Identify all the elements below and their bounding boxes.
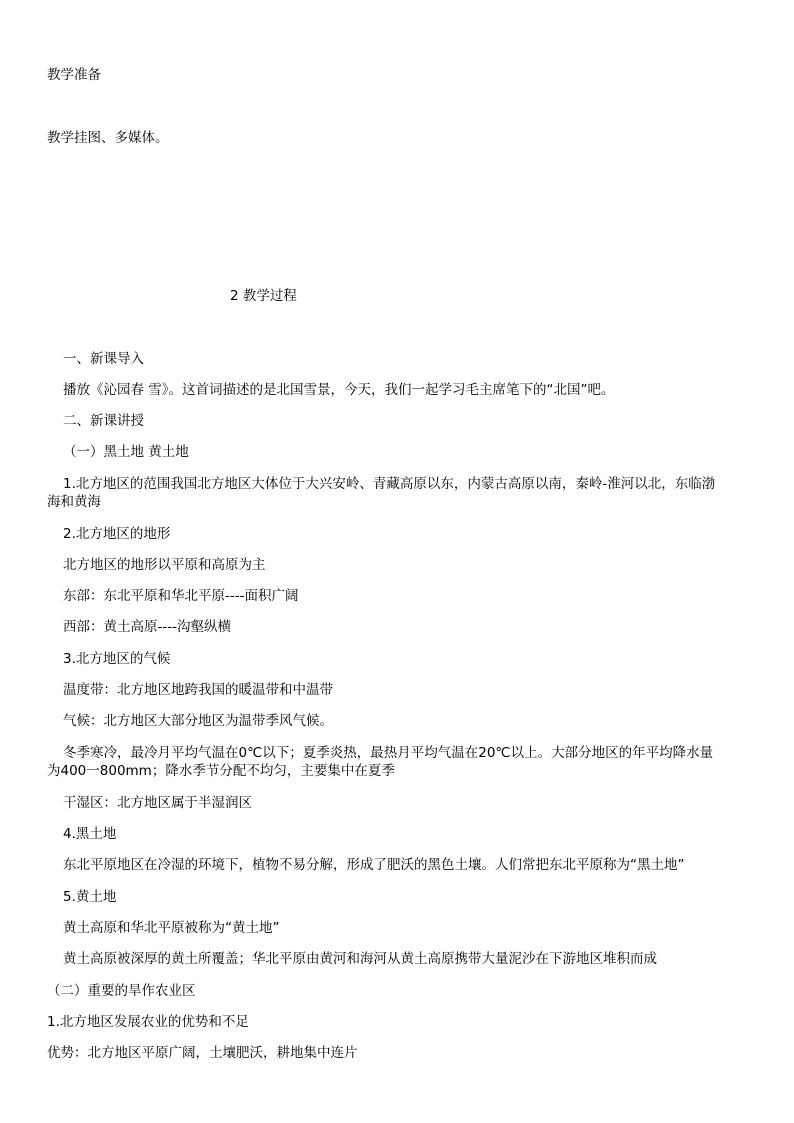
range-text-line1: 1.北方地区的范围我国北方地区大体位于大兴安岭、青藏高原以东，内蒙古高原以南，秦岭-淮河以北，东临渤: [63, 476, 716, 492]
section-intro: 一、新课导入: [63, 351, 144, 367]
subsection-dry-farming: （二）重要的旱作农业区: [47, 983, 196, 999]
climate-type: 气候：北方地区大部分地区为温带季风气候。: [63, 713, 333, 729]
yellow-soil-heading: 5.黄土地: [63, 889, 117, 905]
agriculture-advantages: 优势：北方地区平原广阔，土壤肥沃，耕地集中连片: [47, 1045, 358, 1061]
agriculture-heading: 1.北方地区发展农业的优势和不足: [47, 1014, 249, 1030]
prep-heading: 教学准备: [47, 67, 101, 83]
range-text-line2: 海和黄海: [47, 494, 101, 510]
prep-materials: 教学挂图、多媒体。: [47, 130, 169, 146]
terrain-east: 东部：东北平原和华北平原----面积广阔: [63, 588, 299, 604]
process-title: 2 教学过程: [230, 288, 297, 304]
yellow-soil-text: 黄土高原和华北平原被称为“黄土地”: [63, 920, 280, 936]
black-soil-text: 东北平原地区在冷湿的环境下，植物不易分解，形成了肥沃的黑色土壤。人们常把东北平原称为“黑土地”: [63, 857, 685, 873]
intro-text: 播放《沁园春 雪》。这首词描述的是北国雪景，今天，我们一起学习毛主席笔下的“北国”吧。: [63, 382, 615, 398]
subsection-black-yellow-soil: （一）黑土地 黄土地: [63, 444, 189, 460]
dry-wet-zone: 干湿区：北方地区属于半湿润区: [63, 795, 252, 811]
section-lecture: 二、新课讲授: [63, 413, 144, 429]
yellow-soil-formation: 黄土高原被深厚的黄土所覆盖；华北平原由黄河和海河从黄土高原携带大量泥沙在下游地区堆积而成: [63, 951, 657, 967]
black-soil-heading: 4.黑土地: [63, 826, 117, 842]
climate-heading: 3.北方地区的气候: [63, 651, 171, 667]
climate-detail-line1: 冬季寒冷，最冷月平均气温在0℃以下；夏季炎热，最热月平均气温在20℃以上。大部分地区的年平均降水量: [63, 745, 714, 761]
terrain-text: 北方地区的地形以平原和高原为主: [63, 557, 266, 573]
climate-temperature-zone: 温度带：北方地区地跨我国的暖温带和中温带: [63, 682, 333, 698]
climate-detail-line2: 为400一800mm；降水季节分配不均匀，主要集中在夏季: [47, 763, 395, 779]
terrain-heading: 2.北方地区的地形: [63, 526, 171, 542]
terrain-west: 西部：黄土高原----沟壑纵横: [63, 619, 231, 635]
